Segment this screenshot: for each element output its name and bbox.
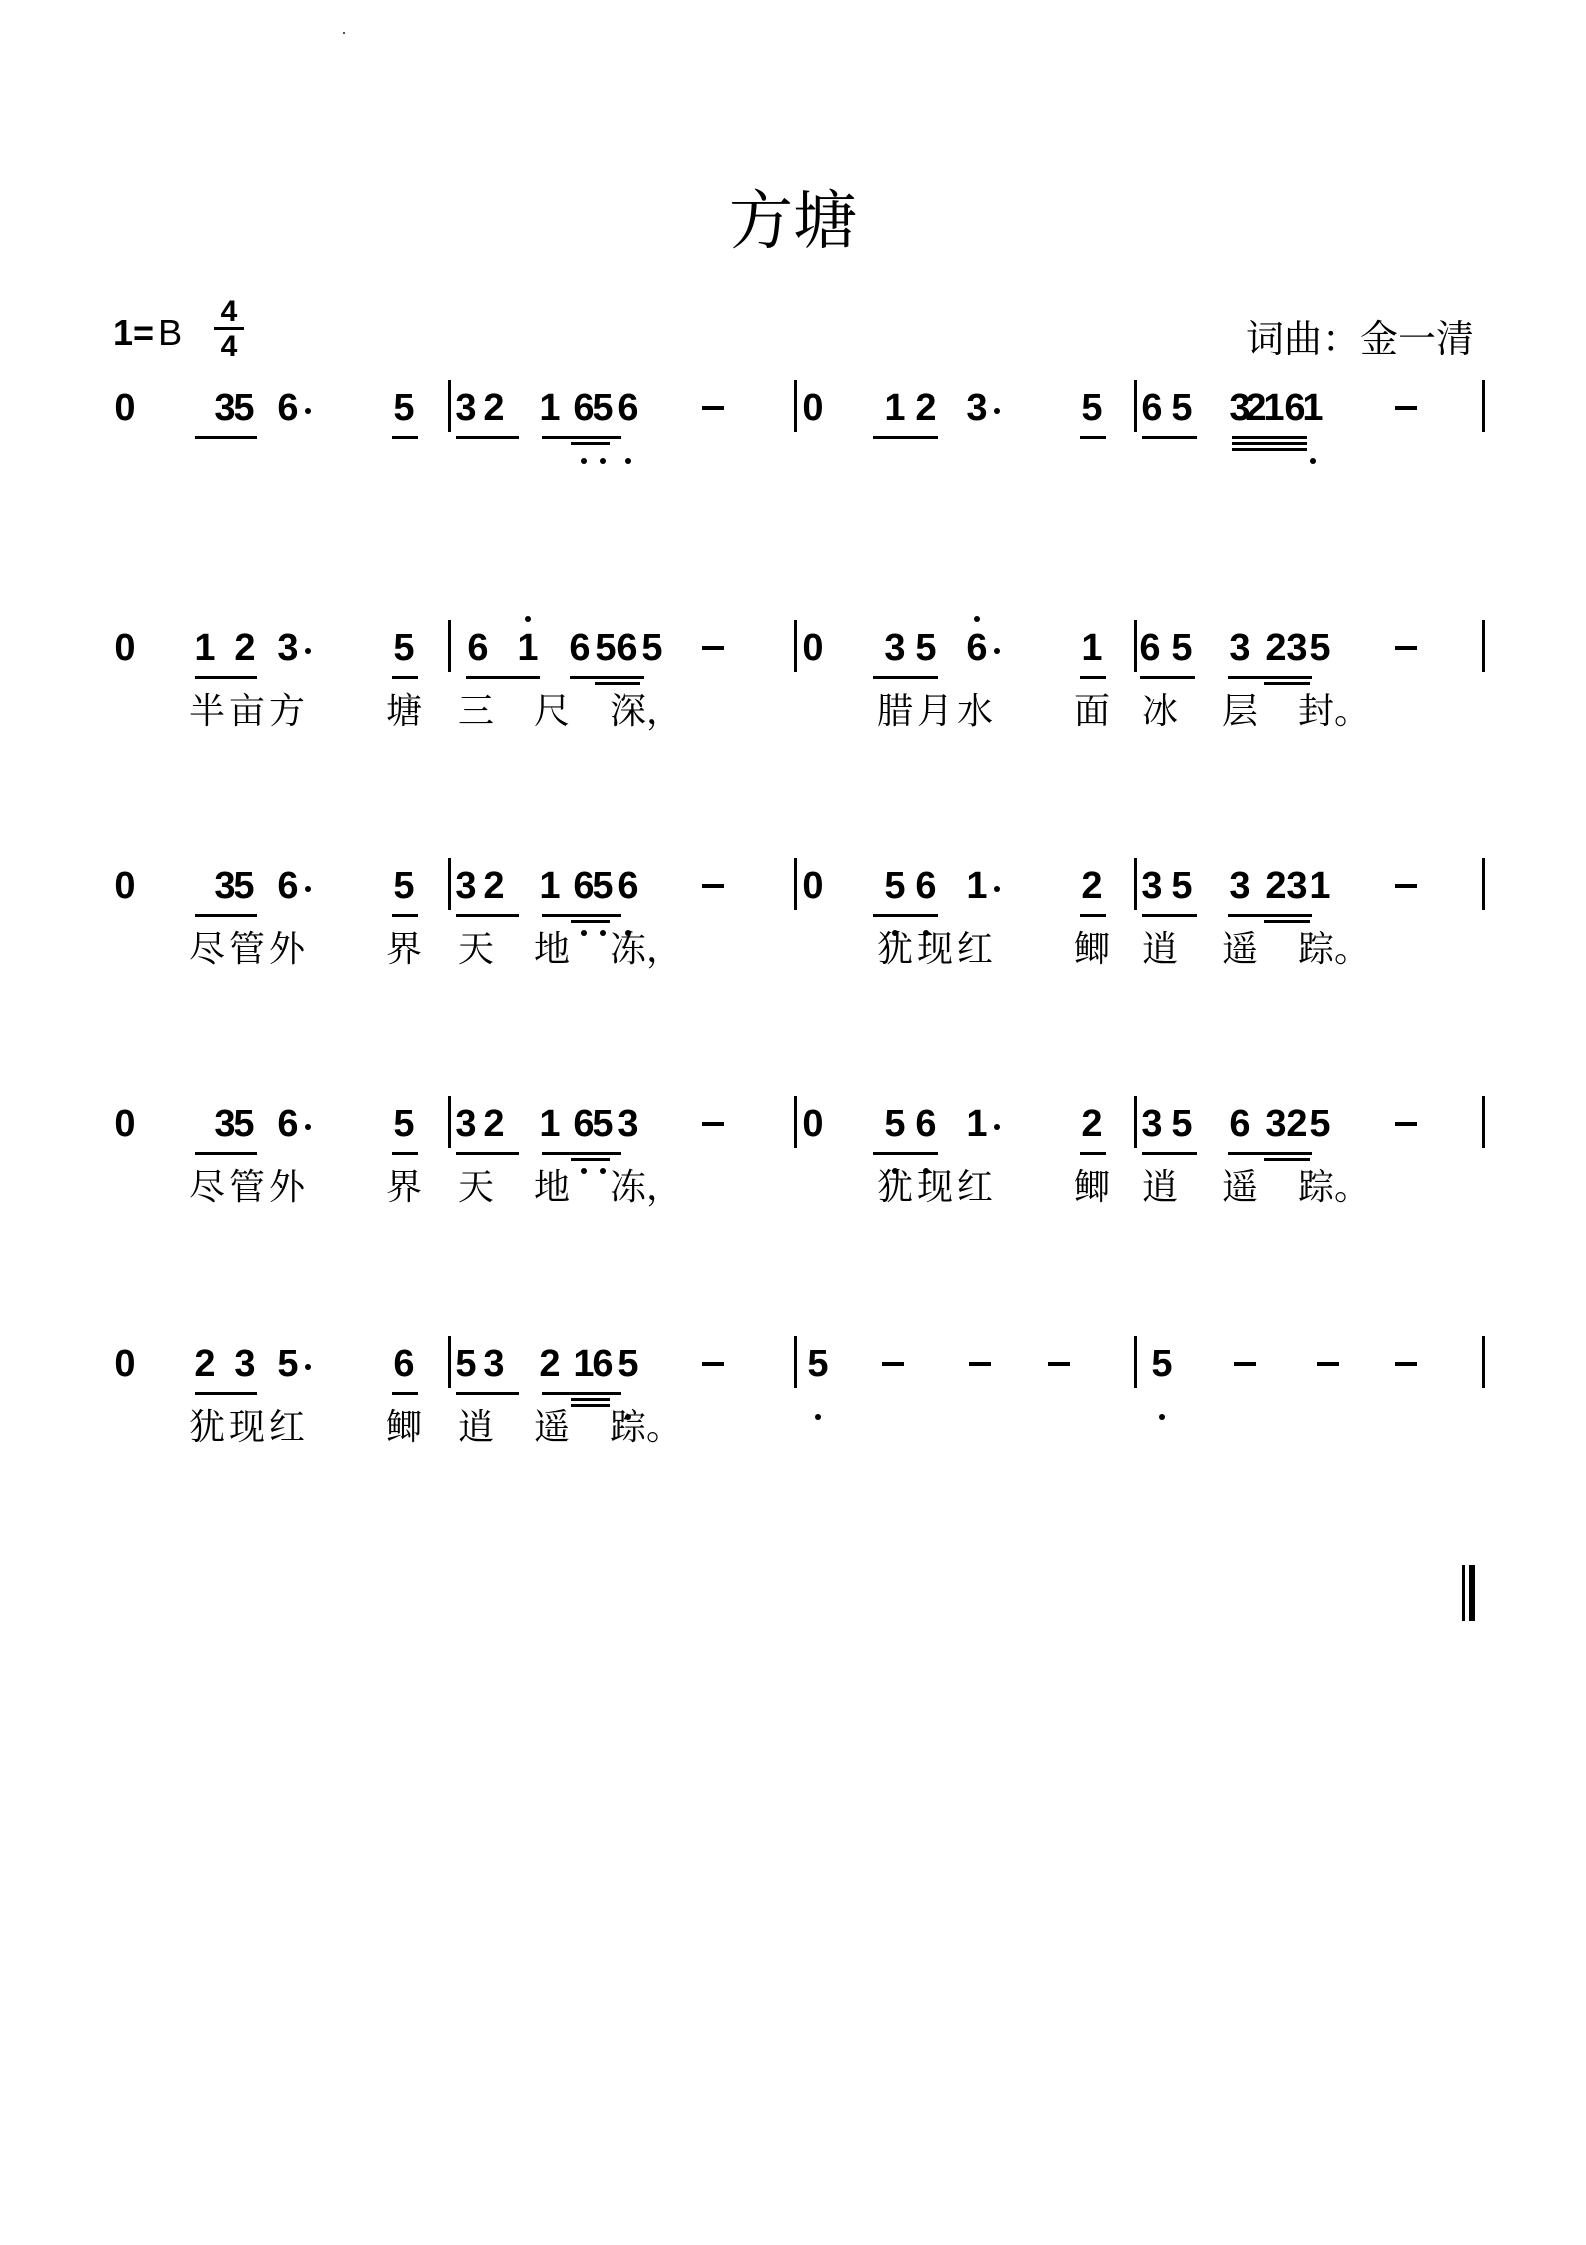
note: 6 bbox=[573, 1103, 595, 1145]
note: 3 bbox=[1286, 865, 1308, 907]
note: 6 bbox=[592, 1343, 614, 1385]
note: 2 bbox=[194, 1343, 216, 1385]
note: 6 bbox=[915, 865, 937, 907]
note: 2 bbox=[1265, 865, 1287, 907]
octave-dot-below bbox=[600, 458, 606, 464]
note: 1 bbox=[1263, 387, 1285, 429]
lyric-char: 尽 bbox=[188, 1167, 225, 1208]
sustain-dash bbox=[1317, 1362, 1339, 1366]
key-note: B bbox=[158, 312, 183, 353]
beam-underline bbox=[392, 436, 418, 439]
credit-line: 词曲：金一清 bbox=[1245, 317, 1474, 361]
beam-underline bbox=[542, 1152, 621, 1155]
augmentation-dot bbox=[305, 648, 311, 654]
augmentation-dot bbox=[994, 1124, 1000, 1130]
note: 0 bbox=[802, 387, 824, 429]
note: 3 bbox=[966, 387, 988, 429]
octave-dot-above bbox=[974, 616, 980, 622]
beam-underline bbox=[1228, 1152, 1312, 1155]
note: 2 bbox=[483, 1103, 505, 1145]
barline bbox=[1134, 1336, 1137, 1388]
note: 6 bbox=[277, 865, 299, 907]
sustain-dash bbox=[1048, 1362, 1070, 1366]
lyric-char: 鲫 bbox=[1073, 929, 1110, 970]
note: 3 bbox=[455, 1103, 477, 1145]
note: 5 bbox=[595, 627, 617, 669]
final-barline-thin bbox=[1462, 1565, 1465, 1621]
lyric-char: 深， bbox=[610, 691, 683, 732]
beam-underline bbox=[1140, 676, 1195, 679]
note: 3 bbox=[214, 865, 236, 907]
lyric-char: 现 bbox=[916, 1167, 953, 1208]
lyric-char: 冻， bbox=[610, 1167, 683, 1208]
octave-dot-below bbox=[581, 458, 587, 464]
barline bbox=[794, 858, 797, 910]
beam-underline bbox=[542, 1392, 621, 1395]
lyric-char: 界 bbox=[385, 929, 422, 970]
sustain-dash bbox=[1234, 1362, 1256, 1366]
note: 3 bbox=[617, 1103, 639, 1145]
note: 6 bbox=[569, 627, 591, 669]
octave-dot-below bbox=[581, 930, 587, 936]
beam-underline bbox=[873, 436, 938, 439]
sustain-dash bbox=[1395, 1122, 1417, 1126]
note: 3 bbox=[1141, 1103, 1163, 1145]
beam-underline bbox=[873, 914, 938, 917]
beam-underline bbox=[1264, 1158, 1310, 1161]
note: 5 bbox=[592, 387, 614, 429]
sustain-dash bbox=[702, 1122, 724, 1126]
note: 0 bbox=[802, 865, 824, 907]
time-numerator: 4 bbox=[220, 295, 238, 328]
note: 5 bbox=[233, 1103, 255, 1145]
note: 5 bbox=[915, 627, 937, 669]
note: 2 bbox=[915, 387, 937, 429]
lyric-char: 三 bbox=[457, 691, 494, 732]
octave-dot-below bbox=[600, 930, 606, 936]
beam-underline bbox=[195, 676, 257, 679]
key-equals: = bbox=[133, 312, 155, 353]
beam-underline bbox=[392, 676, 418, 679]
note: 5 bbox=[617, 1343, 639, 1385]
note: 2 bbox=[483, 387, 505, 429]
beam-underline bbox=[466, 676, 540, 679]
barline bbox=[448, 620, 451, 672]
lyric-char: 封。 bbox=[1298, 691, 1371, 732]
octave-dot-below bbox=[625, 458, 631, 464]
note: 2 bbox=[483, 865, 505, 907]
note: 5 bbox=[1171, 387, 1193, 429]
note: 2 bbox=[1081, 865, 1103, 907]
beam-underline bbox=[456, 1152, 519, 1155]
beam-underline bbox=[571, 1158, 610, 1161]
lyric-char: 界 bbox=[385, 1167, 422, 1208]
note: 3 bbox=[1229, 865, 1251, 907]
note: 2 bbox=[539, 1343, 561, 1385]
beam-underline bbox=[1232, 436, 1307, 439]
lyric-char: 红 bbox=[268, 1407, 305, 1448]
note: 5 bbox=[393, 865, 415, 907]
barline bbox=[1482, 858, 1485, 910]
beam-underline bbox=[392, 1152, 418, 1155]
note: 5 bbox=[233, 387, 255, 429]
barline bbox=[1482, 620, 1485, 672]
note: 3 bbox=[1229, 627, 1251, 669]
note: 6 bbox=[393, 1343, 415, 1385]
note: 3 bbox=[455, 865, 477, 907]
lyric-char: 方 bbox=[268, 691, 305, 732]
lyric-char: 月 bbox=[916, 691, 953, 732]
note: 1 bbox=[516, 624, 540, 672]
lyric-char: 鲫 bbox=[1073, 1167, 1110, 1208]
barline bbox=[448, 1336, 451, 1388]
lyric-char: 塘 bbox=[385, 691, 422, 732]
beam-underline bbox=[873, 1152, 938, 1155]
beam-underline bbox=[571, 1398, 610, 1401]
note: 6 bbox=[965, 624, 989, 672]
note: 3 bbox=[1286, 627, 1308, 669]
barline bbox=[448, 380, 451, 432]
augmentation-dot bbox=[305, 1364, 311, 1370]
barline bbox=[794, 620, 797, 672]
beam-underline bbox=[1080, 1152, 1106, 1155]
lyric-char: 外 bbox=[268, 929, 305, 970]
beam-underline bbox=[456, 914, 519, 917]
note: 3 bbox=[214, 387, 236, 429]
beam-underline bbox=[456, 1392, 519, 1395]
score-row bbox=[0, 1340, 1586, 1470]
note: 1 bbox=[1309, 865, 1331, 907]
sustain-dash bbox=[1395, 1362, 1417, 1366]
note: 0 bbox=[802, 1103, 824, 1145]
beam-underline bbox=[873, 676, 938, 679]
barline bbox=[1134, 1096, 1137, 1148]
note: 1 bbox=[194, 627, 216, 669]
lyric-char: 踪。 bbox=[610, 1407, 683, 1448]
note: 2 bbox=[1081, 1103, 1103, 1145]
beam-underline bbox=[195, 914, 257, 917]
note: 5 bbox=[1081, 387, 1103, 429]
score-row bbox=[0, 1100, 1586, 1230]
lyric-char: 遥 bbox=[1221, 929, 1258, 970]
lyric-char: 逍 bbox=[457, 1407, 494, 1448]
beam-underline bbox=[571, 1404, 610, 1407]
beam-underline bbox=[195, 1152, 257, 1155]
augmentation-dot bbox=[305, 408, 311, 414]
lyric-char: 逍 bbox=[1141, 929, 1178, 970]
lyric-char: 层 bbox=[1221, 691, 1258, 732]
octave-dot-above bbox=[525, 616, 531, 622]
note: 6 bbox=[1139, 627, 1161, 669]
beam-underline bbox=[392, 1392, 418, 1395]
lyric-char: 遥 bbox=[1221, 1167, 1258, 1208]
lyric-char: 腊 bbox=[876, 691, 913, 732]
note: 5 bbox=[1171, 865, 1193, 907]
note: 1 bbox=[884, 387, 906, 429]
note: 3 bbox=[483, 1343, 505, 1385]
note: 6 bbox=[617, 387, 639, 429]
note: 2 bbox=[234, 627, 256, 669]
beam-underline bbox=[195, 436, 257, 439]
lyric-char: 亩 bbox=[228, 691, 265, 732]
note: 6 bbox=[277, 1103, 299, 1145]
note: 5 bbox=[455, 1343, 477, 1385]
note: 3 bbox=[1265, 1103, 1287, 1145]
barline bbox=[1482, 380, 1485, 432]
note: 3 bbox=[277, 627, 299, 669]
note: 5 bbox=[592, 1103, 614, 1145]
sustain-dash bbox=[1395, 646, 1417, 650]
lyric-char: 冰 bbox=[1141, 691, 1178, 732]
sustain-dash bbox=[969, 1362, 991, 1366]
beam-underline bbox=[1080, 914, 1106, 917]
note: 5 bbox=[884, 1103, 906, 1145]
beam-underline bbox=[1080, 676, 1106, 679]
barline bbox=[1134, 380, 1137, 432]
lyric-char: 天 bbox=[457, 1167, 494, 1208]
octave-dot-below bbox=[1159, 1414, 1165, 1420]
note: 5 bbox=[393, 627, 415, 669]
lyric-char: 犹 bbox=[188, 1407, 225, 1448]
augmentation-dot bbox=[994, 648, 1000, 654]
barline bbox=[1482, 1336, 1485, 1388]
barline bbox=[794, 380, 797, 432]
note: 6 bbox=[616, 627, 638, 669]
barline bbox=[1482, 1096, 1485, 1148]
time-denominator: 4 bbox=[214, 327, 244, 362]
beam-underline bbox=[1142, 1152, 1197, 1155]
beam-underline bbox=[456, 436, 519, 439]
note: 1 bbox=[1302, 387, 1324, 429]
lyric-char: 地 bbox=[533, 929, 570, 970]
barline bbox=[448, 1096, 451, 1148]
note: 5 bbox=[1151, 1343, 1173, 1385]
octave-dot-below bbox=[600, 1168, 606, 1174]
note: 5 bbox=[884, 865, 906, 907]
barline bbox=[794, 1096, 797, 1148]
note: 3 bbox=[1141, 865, 1163, 907]
sustain-dash bbox=[702, 884, 724, 888]
sustain-dash bbox=[702, 406, 724, 410]
note: 0 bbox=[114, 387, 136, 429]
note: 6 bbox=[1141, 387, 1163, 429]
note: 2 bbox=[1286, 1103, 1308, 1145]
lyric-char: 外 bbox=[268, 1167, 305, 1208]
barline bbox=[448, 858, 451, 910]
beam-underline bbox=[570, 676, 644, 679]
note: 1 bbox=[573, 1343, 595, 1385]
final-barline bbox=[1462, 1565, 1478, 1621]
beam-underline bbox=[1142, 436, 1197, 439]
lyric-char: 尽 bbox=[188, 929, 225, 970]
note: 1 bbox=[1081, 627, 1103, 669]
note: 6 bbox=[573, 865, 595, 907]
lyric-char: 红 bbox=[956, 1167, 993, 1208]
lyric-char: 半 bbox=[188, 691, 225, 732]
beam-underline bbox=[571, 920, 610, 923]
note: 2 bbox=[1245, 387, 1267, 429]
note: 0 bbox=[114, 627, 136, 669]
note: 5 bbox=[1309, 1103, 1331, 1145]
note: 5 bbox=[1171, 627, 1193, 669]
augmentation-dot bbox=[305, 886, 311, 892]
sustain-dash bbox=[702, 646, 724, 650]
note: 5 bbox=[1171, 1103, 1193, 1145]
lyric-char: 地 bbox=[533, 1167, 570, 1208]
beam-underline bbox=[1232, 442, 1307, 445]
lyric-char: 犹 bbox=[876, 1167, 913, 1208]
lyric-char: 鲫 bbox=[385, 1407, 422, 1448]
octave-dot-below bbox=[581, 1168, 587, 1174]
key-signature bbox=[113, 312, 182, 354]
note: 5 bbox=[277, 1343, 299, 1385]
note: 5 bbox=[1309, 627, 1331, 669]
beam-underline bbox=[542, 436, 621, 439]
note: 2 bbox=[1265, 627, 1287, 669]
beam-underline bbox=[1228, 676, 1312, 679]
note: 1 bbox=[539, 865, 561, 907]
lyric-char: 红 bbox=[956, 929, 993, 970]
lyric-char: 遥 bbox=[533, 1407, 570, 1448]
beam-underline bbox=[571, 442, 610, 445]
stray-mark bbox=[343, 32, 345, 34]
lyric-char: 面 bbox=[1073, 691, 1110, 732]
barline bbox=[1134, 620, 1137, 672]
note: 5 bbox=[592, 865, 614, 907]
lyric-char: 天 bbox=[457, 929, 494, 970]
beam-underline bbox=[195, 1392, 257, 1395]
beam-underline bbox=[1264, 920, 1310, 923]
note: 6 bbox=[467, 627, 489, 669]
note: 3 bbox=[214, 1103, 236, 1145]
lyric-char: 逍 bbox=[1141, 1167, 1178, 1208]
note: 6 bbox=[1284, 387, 1306, 429]
note: 5 bbox=[393, 387, 415, 429]
beam-underline bbox=[542, 914, 621, 917]
note: 5 bbox=[641, 627, 663, 669]
augmentation-dot bbox=[305, 1124, 311, 1130]
sustain-dash bbox=[1395, 884, 1417, 888]
lyric-char: 尺 bbox=[533, 691, 570, 732]
note: 3 bbox=[234, 1343, 256, 1385]
octave-dot-below bbox=[1310, 458, 1316, 464]
note: 0 bbox=[114, 865, 136, 907]
augmentation-dot bbox=[994, 886, 1000, 892]
barline bbox=[1134, 858, 1137, 910]
note: 1 bbox=[966, 865, 988, 907]
lyric-char: 现 bbox=[916, 929, 953, 970]
final-barline-thick bbox=[1469, 1565, 1475, 1621]
time-signature bbox=[214, 297, 244, 362]
beam-underline bbox=[1264, 682, 1310, 685]
note: 1 bbox=[966, 1103, 988, 1145]
barline bbox=[794, 1336, 797, 1388]
lyric-char: 踪。 bbox=[1298, 929, 1371, 970]
lyric-char: 冻， bbox=[610, 929, 683, 970]
note: 5 bbox=[393, 1103, 415, 1145]
note: 6 bbox=[277, 387, 299, 429]
note: 0 bbox=[114, 1343, 136, 1385]
score-row bbox=[0, 384, 1586, 514]
score-row bbox=[0, 862, 1586, 992]
song-title: 方塘 bbox=[729, 185, 857, 259]
note: 3 bbox=[884, 627, 906, 669]
lyric-char: 现 bbox=[228, 1407, 265, 1448]
lyric-char: 踪。 bbox=[1298, 1167, 1371, 1208]
sustain-dash bbox=[1395, 406, 1417, 410]
note: 6 bbox=[1229, 1103, 1251, 1145]
lyric-char: 犹 bbox=[876, 929, 913, 970]
note: 0 bbox=[802, 627, 824, 669]
octave-dot-below bbox=[815, 1414, 821, 1420]
lyric-char: 水 bbox=[956, 691, 993, 732]
beam-underline bbox=[392, 914, 418, 917]
note: 0 bbox=[114, 1103, 136, 1145]
augmentation-dot bbox=[994, 408, 1000, 414]
note: 1 bbox=[539, 1103, 561, 1145]
beam-underline bbox=[595, 682, 640, 685]
score-row bbox=[0, 624, 1586, 754]
note: 5 bbox=[807, 1343, 829, 1385]
key-one: 1 bbox=[113, 312, 134, 353]
lyric-char: 管 bbox=[228, 929, 265, 970]
beam-underline bbox=[1232, 448, 1307, 451]
note: 1 bbox=[539, 387, 561, 429]
beam-underline bbox=[1142, 914, 1197, 917]
note: 3 bbox=[1229, 387, 1251, 429]
beam-underline bbox=[1228, 914, 1312, 917]
note: 6 bbox=[617, 865, 639, 907]
note: 6 bbox=[915, 1103, 937, 1145]
note: 3 bbox=[455, 387, 477, 429]
note: 6 bbox=[573, 387, 595, 429]
sustain-dash bbox=[882, 1362, 904, 1366]
lyric-char: 管 bbox=[228, 1167, 265, 1208]
sustain-dash bbox=[702, 1362, 724, 1366]
note: 5 bbox=[233, 865, 255, 907]
beam-underline bbox=[1080, 436, 1106, 439]
